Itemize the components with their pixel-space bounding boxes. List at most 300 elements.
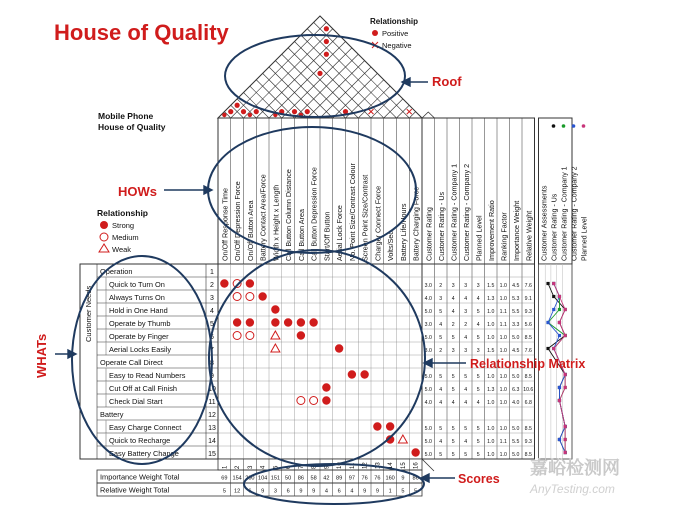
score-value: 9 (261, 488, 265, 495)
column-number: 12 (362, 462, 369, 469)
competitive-value: 2 (451, 321, 455, 328)
competitive-value: 6.3 (512, 386, 520, 393)
competitive-value: 1.5 (487, 347, 495, 354)
how-label: Screen Point Size/Contrast (360, 174, 370, 261)
competitive-value: 3 (464, 308, 468, 315)
column-number: 13 (375, 462, 382, 469)
assessment-point (558, 308, 561, 311)
strong-relationship-mark (360, 370, 368, 378)
competitive-label: Ranking Factor (499, 212, 509, 261)
competitive-value: 5 (439, 373, 443, 380)
competitive-value: 5.0 (424, 373, 432, 380)
competitive-value: 5 (476, 308, 480, 315)
score-value: 58 (310, 475, 317, 482)
score-value: 151 (270, 475, 281, 482)
competitive-value: 1.0 (487, 438, 495, 445)
what-number: 14 (208, 437, 216, 445)
competitive-label: Customer Rating (424, 207, 434, 261)
roof-positive-mark (324, 26, 329, 31)
medium-relationship-mark (233, 293, 241, 301)
competitive-value: 1.0 (487, 334, 495, 341)
competitive-value: 3 (451, 282, 455, 289)
competitive-value: 5.0 (424, 425, 432, 432)
competitive-value: 3 (476, 282, 480, 289)
score-value: 5 (222, 488, 226, 495)
what-number: 13 (208, 424, 216, 432)
score-value: 6 (337, 488, 341, 495)
strong-relationship-mark (233, 318, 241, 326)
strong-relationship-mark (322, 396, 330, 404)
what-label: Operate by Thumb (109, 318, 171, 328)
competitive-value: 5 (476, 373, 480, 380)
competitive-value: 3 (476, 347, 480, 354)
competitive-value: 5 (439, 334, 443, 341)
assessment-legend-marker (552, 124, 556, 128)
what-number: 7 (210, 346, 214, 354)
competitive-value: 4 (439, 386, 443, 393)
competitive-value: 4 (464, 295, 468, 302)
assessment-legend-marker (562, 124, 566, 128)
competitive-value: 1.0 (499, 451, 507, 458)
competitive-value: 1.0 (499, 425, 507, 432)
competitive-value: 5 (476, 451, 480, 458)
competitive-value: 3 (464, 282, 468, 289)
competitive-value: 5 (451, 334, 455, 341)
competitive-value: 5.0 (424, 334, 432, 341)
what-number: 9 (210, 372, 214, 380)
assessment-point (552, 282, 555, 285)
competitive-value: 5.0 (512, 451, 520, 458)
how-label: Charger Connect Force (373, 185, 383, 261)
roof-positive-mark (292, 109, 297, 114)
competitive-value: 5 (439, 308, 443, 315)
what-label: Quick to Recharge (109, 435, 171, 445)
what-label: Aerial Locks Easily (109, 344, 172, 354)
competitive-value: 3 (464, 347, 468, 354)
matrix-legend-title: Relationship (97, 208, 149, 218)
competitive-value: 4.0 (424, 399, 432, 406)
column-number: 5 (273, 465, 280, 469)
hows-callout: HOWs (118, 184, 157, 199)
competitive-value: 1.3 (487, 386, 495, 393)
subtitle-line-1: Mobile Phone (98, 111, 154, 121)
competitive-value: 4 (464, 438, 468, 445)
competitive-value: 4.0 (512, 399, 520, 406)
competitive-value: 5.0 (424, 386, 432, 393)
competitive-value: 1.0 (487, 321, 495, 328)
competitive-value: 1.1 (499, 321, 507, 328)
how-label: Aerial Lock Force (335, 205, 345, 261)
competitive-value: 3.0 (424, 282, 432, 289)
competitive-value: 1.0 (499, 334, 507, 341)
positive-marker-icon (372, 30, 378, 36)
watermark-en: AnyTesting.com (530, 482, 615, 496)
assessment-point (564, 386, 567, 389)
column-number: 1 (222, 465, 229, 469)
what-number: 5 (210, 320, 214, 328)
strong-relationship-mark (246, 279, 254, 287)
competitive-label: Planned Level (474, 215, 484, 261)
matrix-legend-medium: Medium (112, 233, 139, 242)
column-number: 8 (311, 465, 318, 469)
assessment-point (546, 321, 549, 324)
assessment-legend-label: Planned Level (581, 216, 589, 261)
strong-relationship-mark (348, 370, 356, 378)
what-label: Cut Off at Call Finish (109, 383, 178, 393)
what-label: Quick to Turn On (109, 279, 165, 289)
score-value: 50 (285, 475, 292, 482)
how-label: On/Off Depression Force (233, 181, 243, 261)
assessment-legend-label: Customer Rating - Company 2 (571, 166, 579, 261)
assessment-point (564, 425, 567, 428)
what-number: 15 (208, 450, 216, 458)
medium-relationship-mark (310, 397, 318, 405)
customer-assessments-panel (539, 118, 589, 459)
column-number: 9 (324, 465, 331, 469)
competitive-value: 2 (439, 282, 443, 289)
assessment-point (564, 308, 567, 311)
what-number: 12 (208, 411, 216, 419)
score-value: 86 (412, 475, 419, 482)
competitive-value: 4 (439, 321, 443, 328)
competitive-value: 5.5 (512, 438, 520, 445)
what-number: 1 (210, 268, 214, 276)
how-label: On/Off Response Time (220, 188, 230, 261)
competitive-value: 5 (464, 451, 468, 458)
competitive-value: 7.6 (524, 282, 532, 289)
strong-relationship-mark (411, 448, 419, 456)
competitive-value: 1.3 (487, 295, 495, 302)
competitive-value: 4 (476, 399, 480, 406)
competitive-value: 5 (451, 386, 455, 393)
watermark-cn: 嘉峪检测网 (530, 458, 620, 479)
roof-positive-mark (241, 109, 246, 114)
what-label: Always Turns On (109, 292, 165, 302)
competitive-value: 5.6 (524, 321, 532, 328)
score-value: 9 (299, 488, 303, 495)
strong-relationship-mark (335, 344, 343, 352)
competitive-value: 2 (464, 321, 468, 328)
what-number: 4 (210, 307, 214, 315)
what-group-header: Battery (100, 409, 124, 419)
competitive-value: 3.0 (424, 347, 432, 354)
competitive-label: Customer Rating - Company 2 (461, 163, 471, 261)
how-label: Battery Contact Area/Force (258, 174, 268, 261)
competitive-value: 5.0 (424, 451, 432, 458)
score-value: 9 (401, 475, 405, 482)
subtitle-line-2: House of Quality (98, 122, 166, 132)
competitive-label: Importance Weight (511, 200, 521, 261)
column-number: 4 (260, 465, 267, 469)
strong-relationship-mark (271, 305, 279, 313)
competitive-value: 9.3 (524, 308, 532, 315)
competitive-value: 5.0 (512, 425, 520, 432)
strong-relationship-mark (220, 279, 228, 287)
score-value: 89 (336, 475, 343, 482)
competitive-value: 4 (451, 308, 455, 315)
weak-marker-icon (99, 244, 109, 252)
competitive-value: 4 (439, 399, 443, 406)
competitive-value: 4 (476, 295, 480, 302)
roof-positive-mark (254, 109, 259, 114)
competitive-value: 5 (451, 425, 455, 432)
competitive-value: 5.0 (424, 308, 432, 315)
competitive-value: 5.0 (424, 438, 432, 445)
competitive-value: 3 (451, 347, 455, 354)
score-value: 76 (361, 475, 368, 482)
score-corner (422, 459, 434, 471)
competitive-value: 9.3 (524, 438, 532, 445)
what-number: 6 (210, 333, 214, 341)
score-value: 9 (312, 488, 316, 495)
assessment-point (552, 308, 555, 311)
competitive-value: 4 (464, 386, 468, 393)
column-number: 3 (247, 465, 254, 469)
strong-marker-icon (100, 221, 108, 229)
whats-table (80, 264, 218, 459)
whats-callout: WHATs (34, 333, 49, 378)
roof-legend (370, 17, 418, 50)
scores-callout: Scores (458, 472, 500, 486)
competitive-value: 1.5 (487, 282, 495, 289)
competitive-value: 1.0 (499, 399, 507, 406)
how-label: Volts/Sec (386, 231, 396, 261)
competitive-value: 3 (439, 295, 443, 302)
competitive-label: Improvement Ratio (486, 200, 496, 261)
score-value: 76 (374, 475, 381, 482)
assessment-point (558, 438, 561, 441)
score-value: 5 (414, 488, 418, 495)
score-value: 86 (297, 475, 304, 482)
score-value: 4 (350, 488, 354, 495)
what-label: Easy Charge Connect (109, 422, 182, 432)
competitive-value: 8.5 (524, 334, 532, 341)
strong-relationship-mark (246, 318, 254, 326)
roof-callout: Roof (432, 74, 462, 89)
competitive-value: 5 (439, 425, 443, 432)
competitive-value: 10.6 (523, 386, 534, 393)
assessment-point (558, 321, 561, 324)
competitive-label: Customer Rating - Us (436, 191, 446, 261)
score-value: 69 (221, 475, 228, 482)
what-number: 3 (210, 294, 214, 302)
column-number: 6 (286, 465, 293, 469)
how-label: Start/Off Button (322, 211, 332, 261)
competitive-value: 4 (476, 321, 480, 328)
competitive-gable (422, 112, 435, 118)
score-value: 42 (323, 475, 330, 482)
how-label: Width x Height x Length (271, 184, 281, 261)
how-label: Call Button Depression Force (309, 167, 319, 261)
competitive-value: 7.6 (524, 347, 532, 354)
roof-positive-mark (324, 52, 329, 57)
score-value: 160 (385, 475, 395, 482)
column-number: 14 (388, 462, 395, 469)
roof-positive-mark (228, 109, 233, 114)
what-label: Easy to Read Numbers (109, 370, 186, 380)
roof-positive-mark (317, 71, 322, 76)
score-value: 1 (388, 488, 392, 495)
strong-relationship-mark (386, 422, 394, 430)
how-label: Battery Life/Hours (398, 203, 408, 261)
competitive-value: 1.0 (499, 347, 507, 354)
score-value: 5 (401, 488, 405, 495)
medium-relationship-mark (233, 332, 241, 340)
score-row-label: Relative Weight Total (100, 485, 170, 495)
what-label: Hold in One Hand (109, 305, 168, 315)
assessment-point (564, 373, 567, 376)
strong-relationship-mark (297, 318, 305, 326)
strong-relationship-mark (297, 331, 305, 339)
competitive-value: 6.8 (524, 399, 532, 406)
competitive-value: 4 (464, 334, 468, 341)
matrix-legend-strong: Strong (112, 221, 135, 230)
score-value: 154 (232, 475, 242, 482)
how-label: Call Button Column Distance (284, 169, 294, 261)
roof-positive-mark (235, 103, 240, 108)
competitive-value: 5 (439, 451, 443, 458)
assessment-legend-label: Customer Rating - Company 1 (561, 166, 569, 261)
competitive-value: 8.5 (524, 451, 532, 458)
assessment-point (552, 347, 555, 350)
column-number: 2 (235, 465, 242, 469)
competitive-value: 8.5 (524, 373, 532, 380)
competitive-value: 5 (476, 425, 480, 432)
competitive-value: 3.0 (424, 321, 432, 328)
roof-positive-mark (305, 109, 310, 114)
strong-relationship-mark (271, 318, 279, 326)
assessment-point (564, 438, 567, 441)
score-row-label: Importance Weight Total (100, 472, 180, 482)
what-number: 8 (210, 359, 214, 367)
competitive-value: 1.0 (499, 295, 507, 302)
competitive-value: 5 (451, 451, 455, 458)
matrix-callout: Relationship Matrix (470, 357, 586, 371)
competitive-value: 1.0 (487, 308, 495, 315)
medium-marker-icon (100, 233, 108, 241)
score-value: 200 (245, 475, 255, 482)
assessment-legend-marker (572, 124, 576, 128)
competitive-value: 5 (476, 334, 480, 341)
competitive-value: 1.0 (487, 373, 495, 380)
assessment-point (546, 347, 549, 350)
score-value: 4 (324, 488, 328, 495)
competitive-value: 5 (464, 425, 468, 432)
assessment-legend-marker (582, 124, 586, 128)
assessment-point (558, 334, 561, 337)
competitive-value: 5 (451, 438, 455, 445)
competitive-label: Customer Rating - Company 1 (449, 163, 459, 261)
competitive-value: 4 (451, 295, 455, 302)
competitive-value: 1.0 (499, 282, 507, 289)
score-value: 9 (363, 488, 367, 495)
strong-relationship-mark (258, 292, 266, 300)
roof-base-mark (222, 113, 226, 117)
assessment-point (546, 282, 549, 285)
competitive-value: 4.5 (512, 347, 520, 354)
competitive-value: 5.0 (512, 334, 520, 341)
column-number: 10 (337, 462, 344, 469)
assessment-point (564, 451, 567, 454)
strong-relationship-mark (284, 318, 292, 326)
competitive-value: 4 (451, 399, 455, 406)
medium-relationship-mark (246, 293, 254, 301)
column-number: 16 (413, 462, 420, 469)
column-number: 15 (400, 462, 407, 469)
roof-base-mark (248, 113, 252, 117)
what-group-header: Operate Call Direct (100, 357, 163, 367)
competitive-value: 1.0 (499, 386, 507, 393)
diagram-title: House of Quality (54, 20, 229, 45)
competitive-value: 1.0 (487, 451, 495, 458)
competitive-value: 4.5 (512, 282, 520, 289)
score-value: 3 (273, 488, 277, 495)
how-label: Battery Charging Force (411, 186, 421, 261)
what-label: Easy Battery Change (109, 448, 179, 458)
competitive-value: 5 (451, 373, 455, 380)
competitive-value: 1.0 (499, 373, 507, 380)
score-value: 6 (286, 488, 290, 495)
competitive-value: 4.0 (424, 295, 432, 302)
what-number: 11 (208, 398, 216, 406)
what-number: 2 (210, 281, 214, 289)
what-label: Check Dial Start (109, 396, 163, 406)
score-value: 12 (234, 488, 241, 495)
competitive-value: 5.5 (512, 308, 520, 315)
assessment-legend-label: Customer Rating - Us (551, 193, 559, 261)
assessment-point (558, 386, 561, 389)
competitive-value: 4 (464, 399, 468, 406)
assessment-point (558, 399, 561, 402)
medium-relationship-mark (246, 332, 254, 340)
competitive-value: 4 (439, 438, 443, 445)
strong-relationship-mark (373, 422, 381, 430)
competitive-value: 5 (476, 386, 480, 393)
competitive-value: 5 (476, 438, 480, 445)
assessment-point (564, 334, 567, 337)
column-number: 11 (349, 462, 356, 469)
medium-relationship-mark (297, 397, 305, 405)
assessment-point (558, 295, 561, 298)
score-value: 6 (248, 488, 252, 495)
competitive-label: Relative Weight (524, 210, 534, 261)
column-number: 7 (298, 465, 305, 469)
what-label: Operate by Finger (109, 331, 169, 341)
competitive-value: 1.1 (499, 308, 507, 315)
competitive-value: 2 (439, 347, 443, 354)
score-value: 104 (257, 475, 268, 482)
competitive-value: 1.0 (487, 425, 495, 432)
what-group-header: Operation (100, 266, 133, 276)
how-label: No. Point Size/Contrast Colour (347, 163, 357, 261)
roof-legend-positive: Positive (382, 29, 409, 38)
roof-legend-negative: Negative (382, 41, 412, 50)
assessment-point (552, 295, 555, 298)
how-label: On/Off Button Area (245, 200, 255, 261)
matrix-legend (97, 208, 148, 254)
score-value: 97 (348, 475, 355, 482)
roof-positive-mark (324, 39, 329, 44)
how-label: Call Button Area (296, 209, 306, 261)
roof-legend-title: Relationship (370, 17, 419, 26)
what-number: 10 (208, 385, 216, 393)
score-value: 9 (375, 488, 379, 495)
competitive-value: 5 (464, 373, 468, 380)
competitive-value: 3.3 (512, 321, 520, 328)
assessment-title: Customer Assessments (539, 185, 549, 261)
strong-relationship-mark (309, 318, 317, 326)
competitive-value: 5.0 (512, 373, 520, 380)
